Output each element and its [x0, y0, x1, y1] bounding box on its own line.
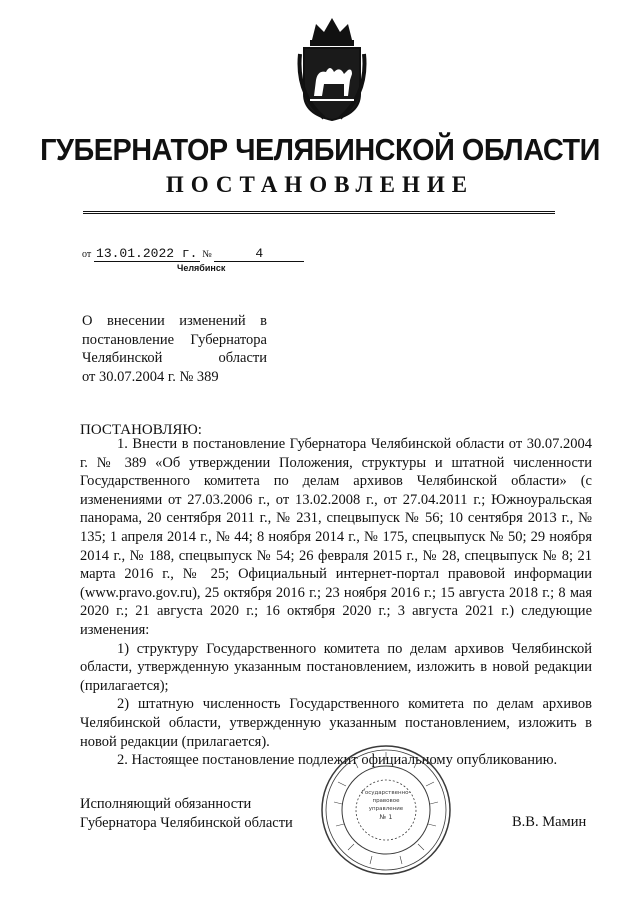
preamble: ПОСТАНОВЛЯЮ:: [80, 422, 202, 438]
organization-title: ГУБЕРНАТОР ЧЕЛЯБИНСКОЙ ОБЛАСТИ: [40, 132, 600, 167]
document-number: 4: [214, 246, 304, 262]
document-subject: [82, 312, 267, 386]
paragraph: 2) штатную численность Государственного комитета по делам архивов Челябинской области, утвержденную указанным постановлением, изложить в новой редакции (прилагается).: [80, 696, 592, 750]
subject-line: Челябинской области: [82, 350, 267, 366]
official-seal-icon: [318, 742, 454, 878]
signer-title: [80, 795, 293, 833]
seal-line: управление: [368, 806, 404, 812]
paragraph: 1) структуру Государственного комитета по делам архивов Челябинской области, утвержденную указанным постановлением, изложить в новой редакции (прилагается);: [80, 640, 592, 694]
document-type: ПОСТАНОВЛЕНИЕ: [165, 172, 475, 197]
seal-line: Государственно-: [361, 790, 411, 796]
number-prefix: №: [202, 249, 212, 260]
document-body: [80, 435, 592, 770]
coat-of-arms-icon: [294, 14, 370, 124]
seal-line: № 1: [379, 813, 393, 821]
city: Челябинск: [177, 263, 226, 273]
subject-line: О внесении изменений в: [82, 313, 267, 329]
signer-name: В.В. Мамин: [512, 814, 587, 830]
paragraph: 1. Внести в постановление Губернатора Челябинской области от 30.07.2004 г. № 389 «Об утверждении Положения, структуры и штатной численности Государственного комитета по делам архивов Челябинской области» (с изменениями от 27.03.2006 г., от 13.02.2008 г., от 27.04.2011 г.; Южноуральская панорама, 20 сентября 2011 г., № 231, спецвыпуск № 56; 10 сентября 2013 г., № 135; 1 апреля 2014 г., № 44; 8 ноября 2014 г., № 175, спецвыпуск № 50; 29 ноября 2014 г., № 188, спецвыпуск № 54; 26 февраля 2015 г., № 28, спецвыпуск № 8; 21 марта 2016 г., № 25; Официальный интернет-портал правовой информации (www.pravo.gov.ru), 25 октября 2016 г.; 23 ноября 2016 г.; 15 августа 2018 г.; 8 мая 2020 г.; 21 августа 2020 г.; 16 октября 2020 г.; 3 августа 2021 г.) следующие изменения:: [80, 436, 592, 638]
signer-title-line: Губернатора Челябинской области: [80, 815, 293, 831]
paragraph: 2. Настоящее постановление подлежит официальному опубликованию.: [117, 752, 558, 769]
subject-line: постановление Губернатора: [82, 331, 267, 348]
signer-title-line: Исполняющий обязанности: [80, 796, 252, 812]
document-details: [82, 246, 304, 262]
date-prefix: от: [82, 249, 92, 260]
seal-line: правовое: [372, 798, 400, 804]
subject-line: от 30.07.2004 г. № 389: [82, 368, 219, 385]
document-date: 13.01.2022 г.: [94, 246, 200, 262]
divider: [83, 211, 555, 214]
